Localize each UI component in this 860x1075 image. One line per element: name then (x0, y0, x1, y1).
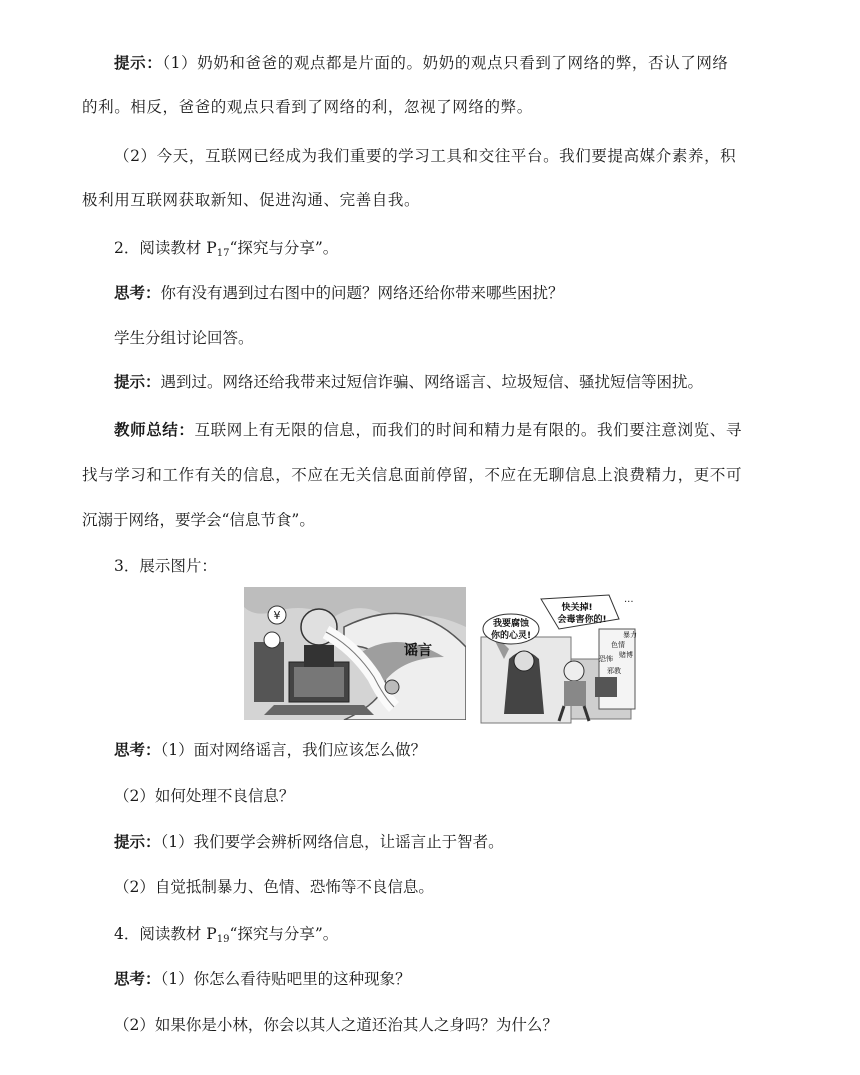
yen-icon: ¥ (273, 609, 281, 622)
hint-text: （1）我们要学会辨析网络信息，让谣言止于智者。 (160, 833, 504, 851)
hint-paragraph-4-part-2: （2）自觉抵制暴力、色情、恐怖等不良信息。 (114, 878, 434, 896)
bubble-1-line-2: 你的心灵! (490, 631, 532, 641)
summary-text: 互联网上有无限的信息，而我们的时间和精力是有限的。我们要注意浏览、寻 (194, 421, 742, 439)
hint-paragraph-3 (114, 372, 703, 392)
item-2-prefix: 2．阅读教材 P (114, 239, 217, 257)
hint-text: 遇到过。网络还给我带来过短信诈骗、网络谣言、垃圾短信、骚扰短信等困扰。 (160, 373, 704, 391)
item-3-heading: 3．展示图片： (114, 557, 217, 575)
screen-word-4: 赌博 (619, 651, 633, 659)
item-4-heading (114, 924, 338, 944)
think-text: 你有没有遇到过右图中的问题？网络还给你带来哪些困扰？ (160, 284, 564, 302)
item-4-page: 19 (216, 934, 230, 945)
item-2-heading (114, 238, 338, 258)
hint-label: 提示： (114, 372, 161, 391)
hint-paragraph-2-continued: 极利用互联网获取新知、促进沟通、完善自我。 (82, 191, 421, 209)
item-2-page: 17 (216, 248, 230, 259)
hint-paragraph-1-continued: 的利。相反，爸爸的观点只看到了网络的利，忽视了网络的弊。 (82, 98, 533, 116)
item-2-suffix: “探究与分享”。 (229, 239, 339, 257)
rumor-label: 谣言 (404, 643, 432, 659)
screen-word-3: 恐怖 (599, 655, 613, 663)
bad-info-cartoon-image (479, 589, 638, 725)
teacher-summary-continued-2: 沉溺于网络，要学会“信息节食”。 (82, 511, 315, 529)
item-4-suffix: “探究与分享”。 (229, 925, 339, 943)
hint-paragraph-2: （2）今天，互联网已经成为我们重要的学习工具和交往平台。我们要提高媒介素养，积 (114, 147, 737, 165)
think-question-3 (114, 969, 411, 989)
think-question-2-part-2: （2）如何处理不良信息？ (114, 787, 295, 805)
think-text: （1）你怎么看待贴吧里的这种现象？ (160, 970, 411, 988)
bubble-2-line-1: 快关掉! (561, 603, 593, 613)
discussion-note: 学生分组讨论回答。 (114, 329, 254, 347)
summary-label: 教师总结： (114, 420, 195, 439)
bubble-2-line-2: 会毒害你的! (557, 615, 607, 625)
teacher-summary (114, 420, 742, 440)
think-question-3-part-2: （2）如果你是小林，你会以其人之道还治其人之身吗？为什么？ (114, 1016, 558, 1034)
teacher-summary-continued-1: 找与学习和工作有关的信息，不应在无关信息面前停留，不应在无聊信息上浪费精力，更不可 (82, 466, 743, 484)
hint-paragraph-4 (114, 832, 504, 852)
screen-word-5: 邪教 (607, 667, 621, 675)
hint-label: 提示： (114, 832, 161, 851)
ellipsis-dots: ··· (624, 597, 634, 608)
think-label: 思考： (114, 740, 161, 759)
screen-word-1: 色情 (611, 641, 625, 649)
screen-word-2: 暴力 (623, 631, 637, 639)
think-text: （1）面对网络谣言，我们应该怎么做？ (160, 741, 427, 759)
rumor-cartoon-image (244, 587, 466, 720)
hint-paragraph-1 (114, 53, 729, 73)
hint-label: 提示： (114, 53, 163, 72)
think-question-1 (114, 283, 564, 303)
hint-text: （1）奶奶和爸爸的观点都是片面的。奶奶的观点只看到了网络的弊，否认了网络 (162, 54, 729, 72)
think-label: 思考： (114, 283, 161, 302)
think-label: 思考： (114, 969, 161, 988)
item-4-prefix: 4．阅读教材 P (114, 925, 217, 943)
bubble-1-line-1: 我要腐蚀 (492, 619, 530, 629)
think-question-2 (114, 740, 426, 760)
